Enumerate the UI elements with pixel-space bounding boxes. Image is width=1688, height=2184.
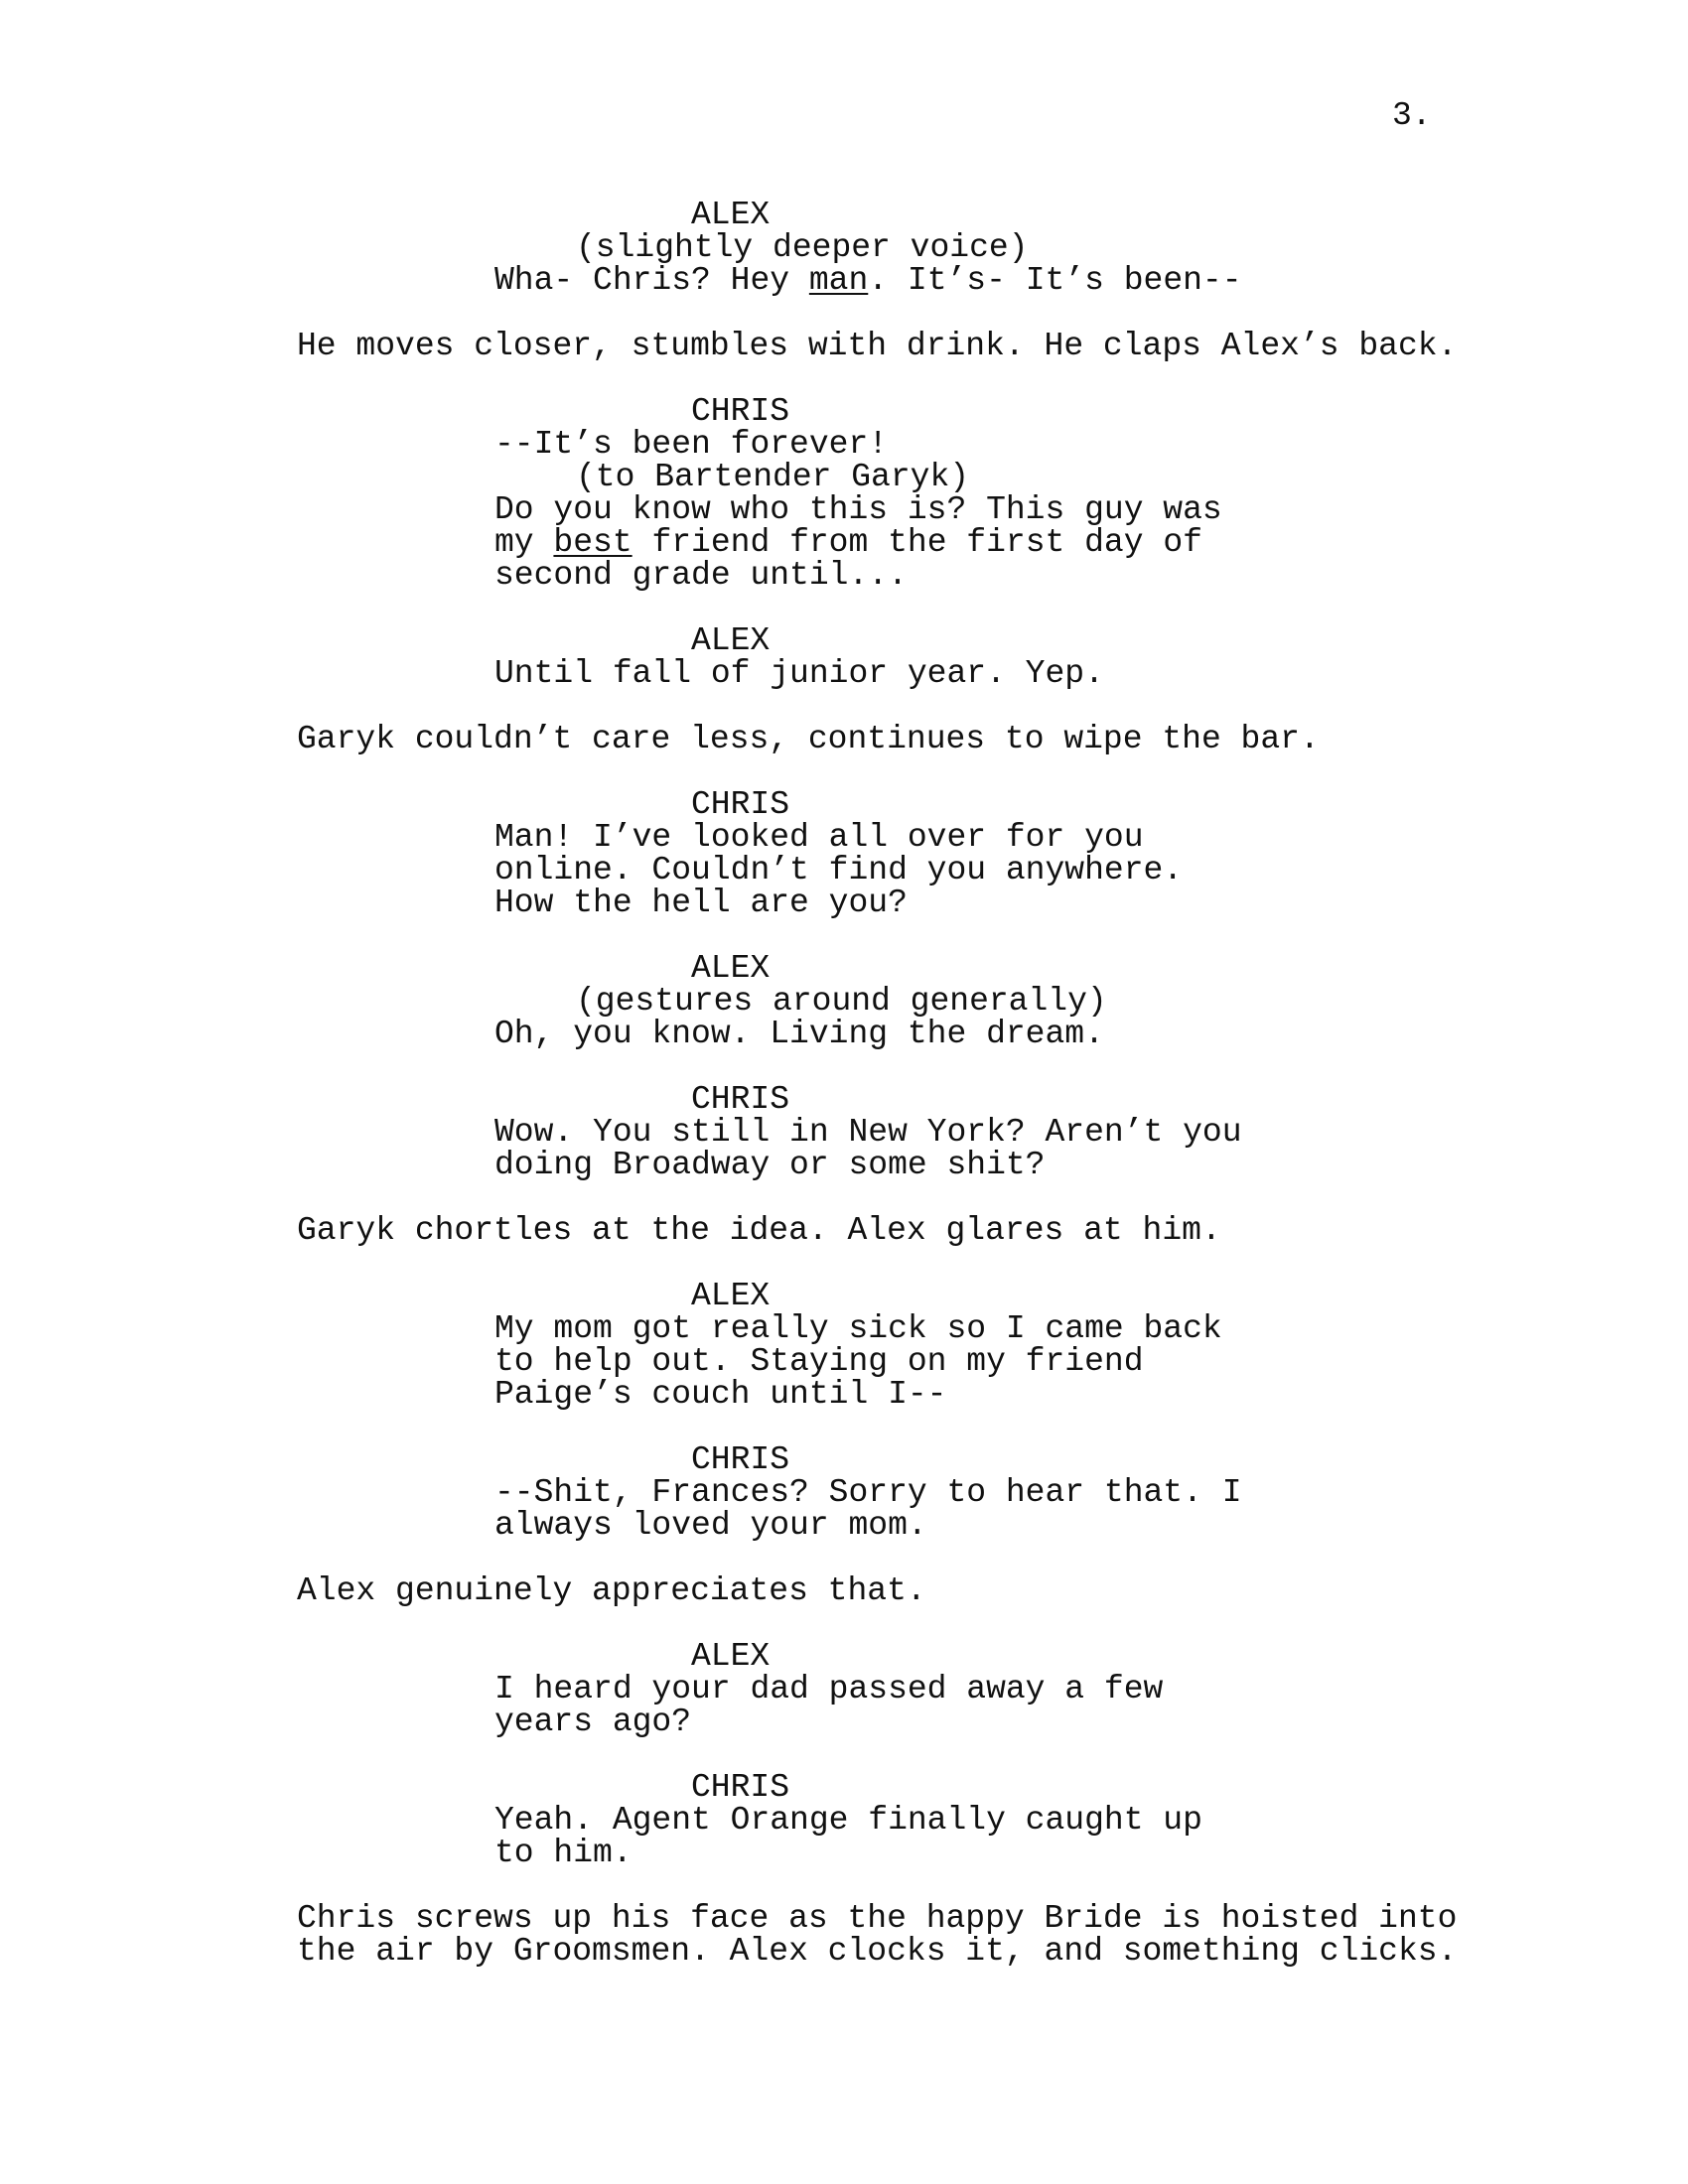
character-name: CHRIS — [691, 786, 790, 823]
action-line: Alex genuinely appreciates that. — [297, 1572, 926, 1609]
character-name: ALEX — [691, 622, 771, 659]
dialogue-line — [494, 526, 1202, 559]
action-line: the air by Groomsmen. Alex clocks it, and something clicks. — [297, 1933, 1458, 1970]
dialogue-segment: friend from the first day of — [632, 524, 1202, 561]
character-name: ALEX — [691, 197, 771, 233]
page-number: 3. — [1392, 97, 1432, 134]
dialogue-line: How the hell are you? — [494, 885, 908, 921]
dialogue-segment: my — [494, 524, 554, 561]
character-name: CHRIS — [691, 1081, 790, 1118]
character-name: ALEX — [691, 950, 771, 987]
dialogue-line: Wow. You still in New York? Aren’t you — [494, 1114, 1242, 1151]
dialogue-line: I heard your dad passed away a few — [494, 1671, 1164, 1707]
dialogue-line: Do you know who this is? This guy was — [494, 491, 1222, 528]
dialogue-line: to help out. Staying on my friend — [494, 1343, 1144, 1380]
dialogue-line: Paige’s couch until I-- — [494, 1376, 947, 1413]
character-name: ALEX — [691, 1638, 771, 1675]
dialogue-line: doing Broadway or some shit? — [494, 1147, 1046, 1183]
dialogue-line: Man! I’ve looked all over for you — [494, 819, 1144, 856]
dialogue-line: Yeah. Agent Orange finally caught up — [494, 1802, 1202, 1839]
action-line: Garyk couldn’t care less, continues to wipe the bar. — [297, 721, 1320, 757]
dialogue-line: online. Couldn’t find you anywhere. — [494, 852, 1184, 888]
action-line: He moves closer, stumbles with drink. He claps Alex’s back. — [297, 328, 1458, 364]
dialogue-line: to him. — [494, 1835, 633, 1871]
dialogue-segment: Wha- Chris? Hey — [494, 262, 809, 299]
character-name: CHRIS — [691, 1769, 790, 1806]
dialogue-line: --It’s been forever! — [494, 426, 889, 463]
parenthetical: (gestures around generally) — [576, 983, 1107, 1020]
parenthetical: (slightly deeper voice) — [576, 229, 1029, 266]
character-name: CHRIS — [691, 393, 790, 430]
dialogue-line: --Shit, Frances? Sorry to hear that. I — [494, 1474, 1242, 1511]
dialogue-line: Until fall of junior year. Yep. — [494, 655, 1104, 692]
dialogue-line: years ago? — [494, 1704, 692, 1740]
dialogue-underlined-word: best — [553, 524, 633, 561]
dialogue-underlined-word: man — [808, 262, 869, 299]
dialogue-segment: . It’s- It’s been-- — [868, 262, 1242, 299]
dialogue-line: second grade until... — [494, 557, 908, 594]
dialogue-line: Oh, you know. Living the dream. — [494, 1016, 1104, 1052]
dialogue-line: My mom got really sick so I came back — [494, 1310, 1222, 1347]
dialogue-line — [494, 264, 1242, 297]
dialogue-line: always loved your mom. — [494, 1507, 927, 1544]
character-name: CHRIS — [691, 1441, 790, 1478]
action-line: Garyk chortles at the idea. Alex glares at him. — [297, 1212, 1221, 1249]
character-name: ALEX — [691, 1278, 771, 1314]
action-line: Chris screws up his face as the happy Bride is hoisted into — [297, 1900, 1458, 1937]
parenthetical: (to Bartender Garyk) — [576, 459, 970, 495]
